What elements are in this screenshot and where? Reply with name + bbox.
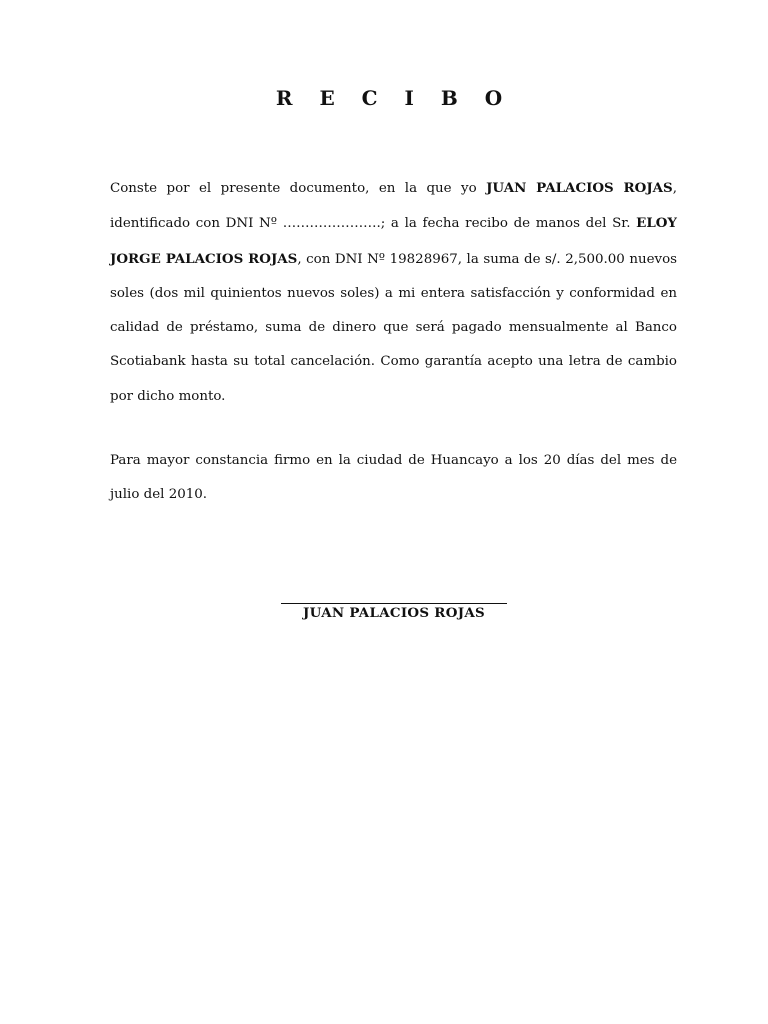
payer-name: ELOY JORGE PALACIOS ROJAS bbox=[110, 215, 677, 267]
body-text-amount: , con DNI Nº 19828967, la suma de s/. 2,500.00 nuevos soles (dos mil quinientos nuevos soles) a mi entera satisfacción y conformidad en calidad de préstamo, suma de dinero que será pagado mensualmente al Banco Scotiabank hasta su total cancelación. Como garantía acepto una letra de cambio por dicho monto. bbox=[110, 251, 678, 404]
document-title: R E C I B O bbox=[275, 86, 513, 110]
body-text-id: , identificado con DNI Nº ………………….; a la fecha recibo de manos del Sr. bbox=[110, 181, 677, 232]
body-text-intro: Conste por el presente documento, en la que yo bbox=[110, 181, 487, 196]
issuer-name: JUAN PALACIOS ROJAS bbox=[486, 180, 673, 196]
signature-line bbox=[281, 603, 507, 604]
signature-name: JUAN PALACIOS ROJAS bbox=[303, 605, 485, 621]
receipt-body-paragraph bbox=[110, 171, 677, 414]
closing-paragraph: Para mayor constancia firmo en la ciudad de Huancayo a los 20 días del mes de julio del 2010. bbox=[110, 453, 677, 503]
